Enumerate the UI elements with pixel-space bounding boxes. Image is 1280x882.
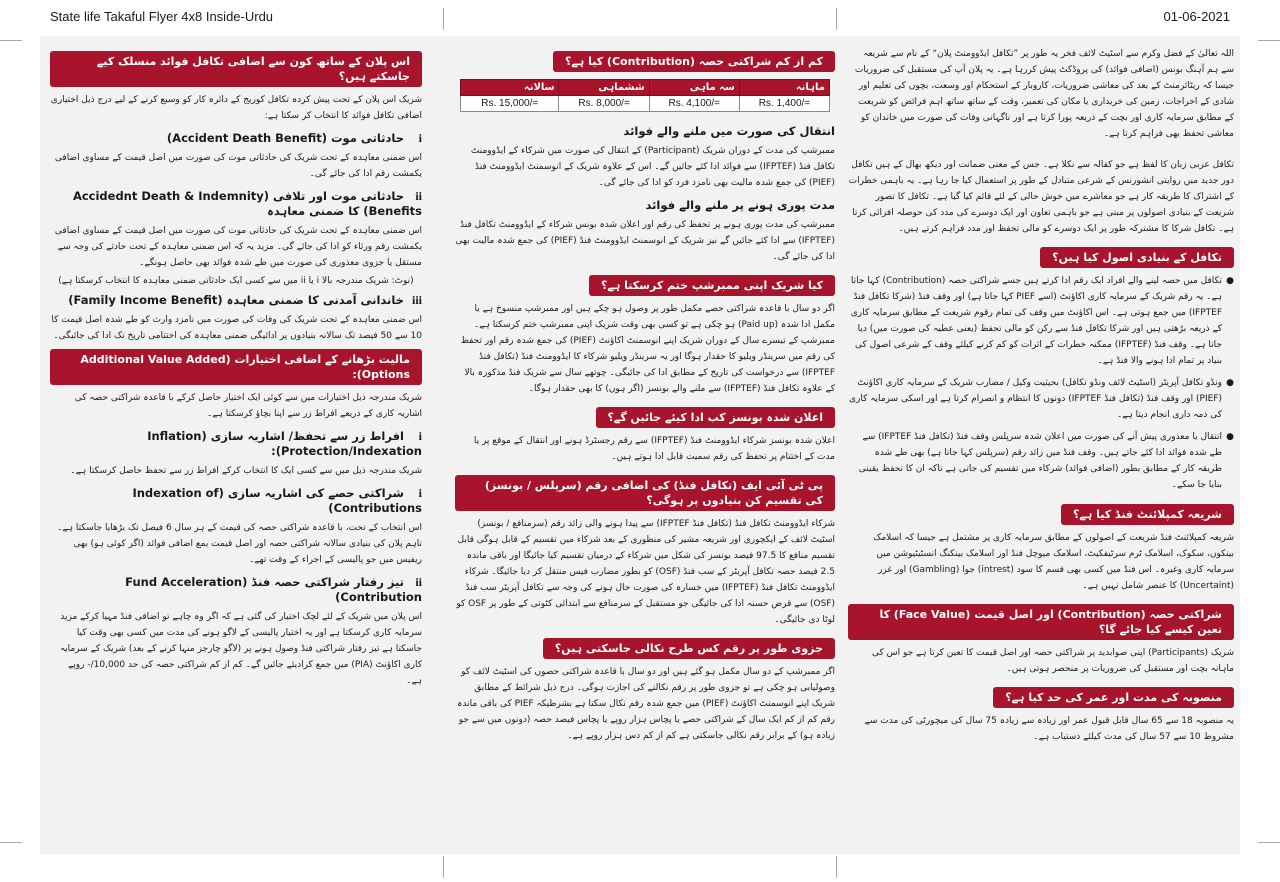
option-number: i (418, 486, 422, 500)
face-value-text: شریک (Participants) اپنی صوابدید پر شراکتی حصہ اور اصل قیمت کا تعین کرتا ہے جو اس کی ماہانہ بچت اور مستقبل کی ضروریات پر منحصر ہوتی ہیں۔ (871, 648, 1234, 674)
partial-withdrawal-heading: جزوی طور پر رقم کس طرح نکالی جاسکتی ہیں؟ (543, 638, 835, 659)
principles-list (848, 273, 1234, 493)
bonus-text: اعلان شدہ بونسز شرکاء ایڈوومنٹ فنڈ (IFPTEF) سے رقم رجسٹرڈ ہونے اور انتقال کے موقع پر یا مدت کے اختتام پر تحفظ کی رقم سمیت قابل ادا ہوتے ہیں۔ (473, 436, 835, 462)
rider-indemnity-title (50, 189, 422, 219)
header-annual: سالانہ (461, 80, 559, 96)
value-options-heading: مالیت بڑھانے کے اضافی اختیارات (Additional Value Added Options): (50, 349, 422, 385)
rider-family-income-text: اس ضمنی معاہدہ کے تحت شریک کی وفات کی صورت میں نامزد وارث کو طے شدہ اصل قیمت کا 10 سے 50 فیصد تک سالانہ بنیادوں پر ادائیگی ضمنی معاہدہ کی اختتامی تاریخ تک ادا کی جائیگی۔ (51, 315, 422, 341)
surrender-heading: کیا شریک اپنی ممبرشپ ختم کرسکتا ہے؟ (589, 275, 835, 296)
table-row (461, 96, 830, 112)
riders-intro: شریک اس پلان کے تحت پیش کردہ تکافل کوریج کے دائرہ کار کو وسیع کرنے کے لیے درج ذیل اختیاری اضافی تکافل فوائد کا انتخاب کر سکتا ہے: (50, 95, 422, 121)
value-quarterly: Rs. 4,100/= (649, 96, 739, 112)
term-age-text: یہ منصوبہ 18 سے 65 سال قابل قبول عمر اور زیادہ سے زیادہ 75 سال کی میچورٹی کی مدت سے مشروط 10 سے 57 سال کی مدت کیلئے دستیاب ہے۔ (864, 716, 1234, 742)
rider-title-text: حادثاتی موت (Accident Death Benefit) (166, 131, 404, 145)
option-number: i (418, 429, 422, 443)
option-title-text: افراط زر سے تحفظ/ اشاریہ سازی (Inflation Protection/Indexation): (147, 429, 422, 458)
rider-number: iii (411, 293, 422, 307)
option-inflation-text: شریک مندرجہ ذیل میں سے کسی ایک کا انتخاب کرکے افراط زر سے تحفظ حاصل کرسکتا ہے۔ (70, 466, 422, 476)
value-annual: Rs. 15,000/= (461, 96, 559, 112)
table-header-row (461, 80, 830, 96)
crop-mark-left-bottom (0, 842, 22, 843)
intro-paragraph-1: اللہ تعالیٰ کے فضل وکرم سے اسٹیٹ لائف فخر یہ طور پر ”تکافل ایڈوومنٹ پلان“ کے نام سے شریعہ سے ہم آہنگ بونس (اضافی فوائد) کی پروڈکٹ پیش کررہا ہے۔ یہ پلان آپ کی مستقبل کی ضروریات جیسا کہ ریٹائرمنٹ کے بعد کی معاشی ضروریات، کاروبار کے استحکام اور وسعت، بچوں کی تعلیم اور شادی کے اخراجات، زمین کی خریداری یا مکان کی تعمیر، وقت کے ساتھ ساتھ اہم فرائض کو شریعت کے مطابق سرمایہ کاری اور بچت کے ذریعہ پورا کرتا ہے اور ناگہانی وفات کی صورت میں خاندان کو معاشی تحفظ بھی فراہم کرتا ہے۔ (854, 49, 1234, 139)
fold-mark-top-left (443, 8, 444, 30)
option-inflation-title (50, 429, 422, 459)
column-middle (455, 46, 835, 854)
value-semiannual: Rs. 8,000/= (559, 96, 649, 112)
death-benefit-text: ممبرشپ کی مدت کے دوران شریک (Participant) کے انتقال کی صورت میں شرکاء کے ایڈوومنٹ تکافل فنڈ (IFPTEF) سے فوائد ادا کئے جائیں گے۔ اس کے علاوہ شریک کے انوسمنٹ ایڈوومنٹ فنڈ (PIEF) کی جمع شدہ مالیت بھی نامزد فرد کو ادا کی جائے گی۔ (470, 146, 835, 188)
rider-note: (نوٹ: شریک مندرجہ بالا i یا ii میں سے کسی ایک حادثاتی ضمنی معاہدہ کا انتخاب کرسکتا ہے) (58, 276, 414, 286)
option-fund-acceleration-title (50, 575, 422, 605)
principle-item: ● تکافل میں حصہ لینے والے افراد ایک رقم ادا کرتے ہیں جسے شراکتی حصہ (Contribution) کہا جاتا ہے۔ یہ رقم شریک کے سرمایہ کاری اکاؤنٹ (اسے PIEF کہا جاتا ہے) اور وقف فنڈ (شرکا تکافل فنڈ IFPTEF) میں جمع ہوتی ہے۔ اس اکاؤنٹ میں وقف کی تمام رقوم شریعت کے مطابق سرمایہ کاری کے ذریعہ بڑھتی ہیں اور شرکا تکافل فنڈ سے رکن کو مالی تحفظ (یعنی عطیہ کی صورت میں) دیا جاتا ہے۔ وقف فنڈ (IFPTEF) ممکنہ خطرات کے اثرات کو کم کرنے کیلئے وقف کے شرعی اصول کی بنیاد پر تمام ادا ہونے والا فنڈ ہے۔ (848, 273, 1234, 369)
sharia-fund-text: شریعہ کمپلائنٹ فنڈ شریعت کے اصولوں کے مطابق سرمایہ کاری پر مشتمل ہے جیسا کہ اسلامک بینکوں، سکوک، اسلامک ٹرم سرٹیفکیٹ، اسلامک میوچل فنڈ اور اسلامک بینکنگ انسٹیٹیوشن میں سرمایہ کاری وغیرہ۔ اس فنڈ میں کسی بھی قسم کا سود (intrest) جوا (Gambling) اور غرر (Uncertaint) کا عنصر شامل نہیں ہے۔ (873, 533, 1234, 591)
rider-indemnity-text: اس ضمنی معاہدہ کے تحت شریک کی حادثاتی موت کی صورت میں اصل قیمت کے مساوی اضافی یکمشت رقم ورثاء کو ادا کی جائے گی۔ مزید یہ کہ اس ضمنی معاہدہ کے تحت حادثے کی وجہ سے مستقل یا جزوی معذوری کی صورت میں طے شدہ فوائد بھی حاصل ہونگے۔ (54, 226, 422, 268)
rider-number: i (418, 131, 422, 145)
surrender-text: اگر دو سال با قاعدہ شراکتی حصے مکمل طور پر وصول ہو چکے ہیں اور ممبرشپ منسوخ ہے یا مکمل ادا شدہ (Paid up) ہو چکی ہے تو کسی بھی وقت شریک اپنی ممبرشپ ختم کرسکتا ہے۔ ممبرشپ کے تیسرے سال کے دوران شریک اپنے انوسمنٹ اکاؤنٹ (PIEF) کی جمع شدہ رقم اور تحفظ کی رقم میں سرینڈر ویلیو کا حقدار ہوگا اور یہ سرینڈر ویلیو شرکاء کا ایڈوومنٹ فنڈ (تکافل فنڈ IFPTEF) سے درخواست کی تاریخ کے مطابق ادا کی جائیگی۔ چوتھے سال سے شریک فنڈ مذکورہ بالا کے علاوہ تکافل فنڈ (IFPTEF) سے ملنے والے بونسز (اگر ہوں) کا بھی حقدار ہوگا۔ (460, 304, 835, 394)
document-header (0, 0, 1280, 34)
rider-title-text: خاندانی آمدنی کا ضمنی معاہدہ (Family Income Benefit) (68, 293, 404, 307)
crop-mark-left-top (0, 40, 22, 41)
term-age-heading: منصوبہ کی مدت اور عمر کی حد کیا ہے؟ (993, 687, 1234, 708)
bonus-heading: اعلان شدہ بونسز کب ادا کیئے جائیں گے؟ (596, 407, 836, 428)
document-date: 01-06-2021 (1163, 9, 1230, 24)
min-contribution-heading: کم از کم شراکتی حصہ (Contribution) کیا ہے؟ (553, 51, 835, 72)
sharia-fund-heading: شریعہ کمپلائنٹ فنڈ کیا ہے؟ (1061, 504, 1234, 525)
principles-heading: تکافل کے بنیادی اصول کیا ہیں؟ (1040, 247, 1234, 268)
fold-mark-bottom-left (443, 856, 444, 878)
option-indexation-text: اس انتخاب کے تحت، با قاعدہ شراکتی حصہ کی قیمت کے ہر سال 6 فیصل تک بڑھایا جاسکتا ہے۔ تاہم پلان کی بنیادی سالانہ شراکتی حصہ اور اصل قیمت بمع اضافی فوائد (اگر کوئی ہو) بھی ریفیس میں جو پالیسی کے اجراء کے وقت تھے۔ (57, 523, 422, 565)
maturity-benefit-heading: مدت پوری ہونے پر ملنے والے فوائد (645, 198, 835, 212)
rider-accident-death-text: اس ضمنی معاہدہ کے تحت شریک کی حادثاتی موت کی صورت میں اصل قیمت کے مساوی اضافی یکمشت رقم ادا کی جائے گی۔ (54, 153, 422, 179)
column-right (848, 46, 1234, 854)
fold-mark-top-right (836, 8, 837, 30)
header-quarterly: سہ ماہی (649, 80, 739, 96)
rider-title-text: حادثاتی موت اور تلافی (Accidednt Death & Indemnity Benefits) کا ضمنی معاہدہ (72, 189, 422, 218)
option-title-text: تیز رفتار شراکتی حصہ فنڈ (Fund Acceleration Contribution) (125, 575, 422, 604)
riders-heading: اس پلان کے ساتھ کون سے اضافی تکافل فوائد منسلک کیے جاسکتے ہیں؟ (50, 51, 422, 87)
face-value-heading: شراکتی حصہ (Contribution) اور اصل قیمت (Face Value) کا تعین کیسے کیا جائے گا؟ (848, 604, 1234, 640)
rider-accident-death-title (50, 131, 422, 146)
death-benefit-heading: انتقال کی صورت میں ملنے والے فوائد (623, 124, 835, 138)
principle-item: ● انتقال یا معذوری پیش آنے کی صورت میں اعلان شدہ سرپلس وقف فنڈ (تکافل فنڈ IFPTEF) سے طے شدہ فوائد ادا کئے جاتے ہیں۔ وقف فنڈ میں زائد رقم (سرپلس کہا جاتا ہے) بھی طے شدہ طریقہ کار کے مطابق بطور (اضافی فوائد) شرکاء میں تقسیم کی جاتی ہے تاکہ ان کا تحفظ یقینی بنایا جا سکے۔ (848, 429, 1234, 493)
fold-mark-bottom-right (836, 856, 837, 878)
option-number: ii (415, 575, 422, 589)
crop-mark-right-bottom (1258, 842, 1280, 843)
option-indexation-title (50, 486, 422, 516)
surplus-heading: پی ٹی آئی ایف (تکافل فنڈ) کی اضافی رقم (سرپلس / بونسز) کی تقسیم کن بنیادوں پر ہوگی؟ (455, 475, 835, 511)
header-semiannual: ششماہی (559, 80, 649, 96)
value-options-intro: شریک مندرجہ ذیل اختیارات میں سے کوئی ایک اختیار حاصل کرکے با قاعدہ شراکتی حصہ کی اشاریہ کاری کے ذریعے افراط زر سے اپنا بچاؤ کرسکتا ہے۔ (74, 393, 422, 419)
column-left (50, 46, 422, 854)
document-title: State life Takaful Flyer 4x8 Inside-Urdu (50, 9, 274, 24)
rider-family-income-title (50, 293, 422, 308)
surplus-text: شرکاء ایڈوومنٹ تکافل فنڈ (تکافل فنڈ IFPTEF) سے پیدا ہونے والی زائد رقم (سرمنافع / بونسز) اسٹیٹ لائف کے ایکچوری اور شریعہ مشیر کی منظوری کے بعد شرکاء میں تقسیم کے قابل ہوگی قابل تقسیم منافع کا 97.5 فیصد بونسز کی شکل میں شرکاء کے درمیان تقسیم کیا جائیگا اور باقی ماندہ 2.5 فیصد حصہ تکافل آپریٹر کے سب فنڈ (OSF) کو بطور مضارب فیس منتقل کر دیا جائیگا۔ شرکاء ایڈوومنٹ تکافل فنڈ (IFPTEF) میں خسارہ کی صورت حال ہونے کی وجہ سے تکافل آپریٹر سب فنڈ (OSF) سے قرض حسنہ ادا کی جائیگی جو مستقبل کے سرمنافع سے ابتدائی کٹوتی کے طور پر OSF کو لوٹا دی جائیگی۔ (456, 519, 835, 625)
min-contribution-table (460, 79, 830, 112)
crop-mark-right-top (1258, 40, 1280, 41)
maturity-benefit-text: ممبرشپ کی مدت پوری ہونے پر تحفظ کی رقم اور اعلان شدہ بونس شرکاء کے ایڈوومنٹ تکافل فنڈ (IFPTEF) سے ادا کئے جائیں گے نیز شریک کے انوسمنٹ ایڈوومنٹ فنڈ (PIEF) کی جمع شدہ مالیت بھی ادا کی جائے گی۔ (455, 220, 835, 262)
rider-number: ii (415, 189, 422, 203)
partial-withdrawal-text: اگر ممبرشپ کے دو سال مکمل ہو گئے ہیں اور دو سال با قاعدہ شراکتی حصوں کی اسٹیٹ لائف کو وصولیابی ہو چکی ہے تو جزوی طور پر رقم نکالنے کی اجازت ہوگی۔ درج ذیل شرائط کے مطابق شریک اپنے انوسمنٹ اکاؤنٹ (PIEF) میں جمع شدہ رقم نکال سکتا ہے بشرطیکہ PIEF کی باقی ماندہ رقم کم از کم ایک سال کے شراکتی حصے یا پچاس ہزار روپے یا پچاس فیصد حصہ (دونوں میں سے جو زیادہ ہو) کے برابر رقم نکالی جاسکتی ہے کم از کم دس ہزار روپے ہے۔ (457, 667, 835, 741)
principle-item: ● ونڈو تکافل آپریٹر (اسٹیٹ لائف ونڈو تکافل) بحیثیت وکیل / مضارب شریک کے سرمایہ کاری اکاؤنٹ (PIEF) اور وقف فنڈ (تکافل فنڈ IFPTEF) دونوں کا انتظام و انصرام کرتا ہے اور اسکی سرمایہ کاری کی ذمہ داری انجام دیتا ہے۔ (848, 375, 1234, 423)
header-monthly: ماہانہ (739, 80, 829, 96)
option-title-text: شراکتی حصے کی اشاریہ سازی (Indexation of Contributions) (132, 486, 422, 515)
option-fund-acceleration-text: اس پلان میں شریک کے لئے لچک اختیار کی گئی ہے کہ اگر وہ چاہے تو اضافی فنڈ مہیا کرکے مزید سرمایہ کاری کرسکتا ہے اور یہ اختیار پالیسی کے لاگو ہونے کی مدت میں کسی بھی وقت کیا جاسکتا ہے تیز رفتار شراکتی فنڈ وصول ہونے پر (لاگو چارجز منہا کرنے کے بعد) شریک کے سرمایہ کاری اکاؤنٹ (PIA) میں جمع کرادیئے جائیں گے۔ کم از کم شراکتی حصہ کی حد 10,000/- روپے ہے۔ (59, 612, 422, 686)
value-monthly: Rs. 1,400/= (739, 96, 829, 112)
intro-paragraph-2: تکافل عربی زبان کا لفظ ہے جو کفالہ سے نکلا ہے۔ جس کے معنی ضمانت اور دیکھ بھال کے ہیں تکافل دور جدید میں روایتی انشورنس کے شرعی متبادل کے طور پر استعمال کیا جا رہا ہے۔ یہ باہمی خطرات کے اشتراک کا طریقہ کار ہے جو معاشرے میں خوش حالی کے لئے قائم کیا گیا ہے۔ تکافل کا تصور شریعت کے بنیادی اصولوں پر مبنی ہے جو باہمی تعاون اور ایک دوسرے کی مدد کی حوصلہ افزائی کرتا ہے۔ تکافل شرکا کا مشترکہ طور پر ایک دوسرے کو مالی تحفظ اور مدد فراہم کرتے ہیں۔ (848, 160, 1234, 234)
